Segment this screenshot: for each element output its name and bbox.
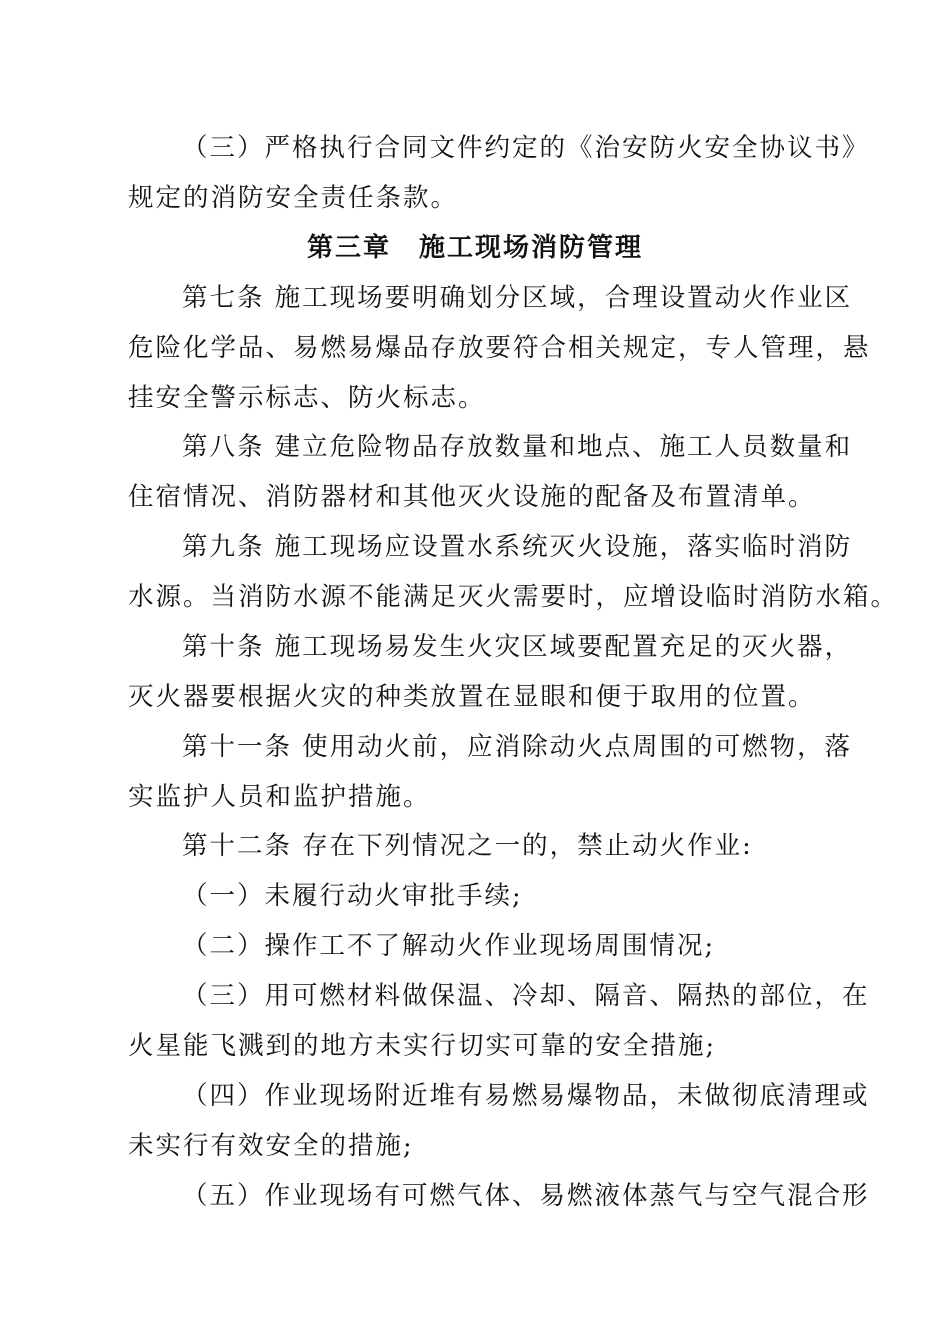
chapter-heading: 第三章 施工现场消防管理 <box>306 233 643 263</box>
article-7-line: 第七条 施工现场要明确划分区域，合理设置动火作业区 <box>182 283 853 313</box>
paragraph-line: 实监护人员和监护措施。 <box>128 782 431 812</box>
list-item: （五）作业现场有可燃气体、易燃液体蒸气与空气混合形 <box>182 1181 870 1211</box>
paragraph-line: 水源。当消防水源不能满足灭火需要时，应增设临时消防水箱。 <box>128 582 899 612</box>
paragraph-line: 住宿情况、消防器材和其他灭火设施的配备及布置清单。 <box>128 482 816 512</box>
article-8-line: 第八条 建立危险物品存放数量和地点、施工人员数量和 <box>182 432 853 462</box>
list-item: （一）未履行动火审批手续; <box>182 881 523 911</box>
paragraph-line: （三）严格执行合同文件约定的《治安防火安全协议书》 <box>182 133 870 163</box>
article-10-line: 第十条 施工现场易发生火灾区域要配置充足的灭火器， <box>182 632 853 662</box>
list-item: （三）用可燃材料做保温、冷却、隔音、隔热的部位，在 <box>182 981 870 1011</box>
paragraph-line: 规定的消防安全责任条款。 <box>128 183 459 213</box>
list-item: （二）操作工不了解动火作业现场周围情况; <box>182 931 716 961</box>
article-9-line: 第九条 施工现场应设置水系统灭火设施，落实临时消防 <box>182 532 853 562</box>
paragraph-line: 灭火器要根据火灾的种类放置在显眼和便于取用的位置。 <box>128 682 816 712</box>
paragraph-line: 火星能飞溅到的地方未实行切实可靠的安全措施; <box>128 1031 717 1061</box>
paragraph-line: 挂安全警示标志、防火标志。 <box>128 383 486 413</box>
paragraph-line: 未实行有效安全的措施; <box>128 1131 414 1161</box>
paragraph-line: 危险化学品、易燃易爆品存放要符合相关规定，专人管理，悬 <box>128 333 871 363</box>
article-11-line: 第十一条 使用动火前，应消除动火点周围的可燃物，落 <box>182 732 853 762</box>
list-item: （四）作业现场附近堆有易燃易爆物品，未做彻底清理或 <box>182 1081 870 1111</box>
article-12-line: 第十二条 存在下列情况之一的，禁止动火作业: <box>182 831 753 861</box>
